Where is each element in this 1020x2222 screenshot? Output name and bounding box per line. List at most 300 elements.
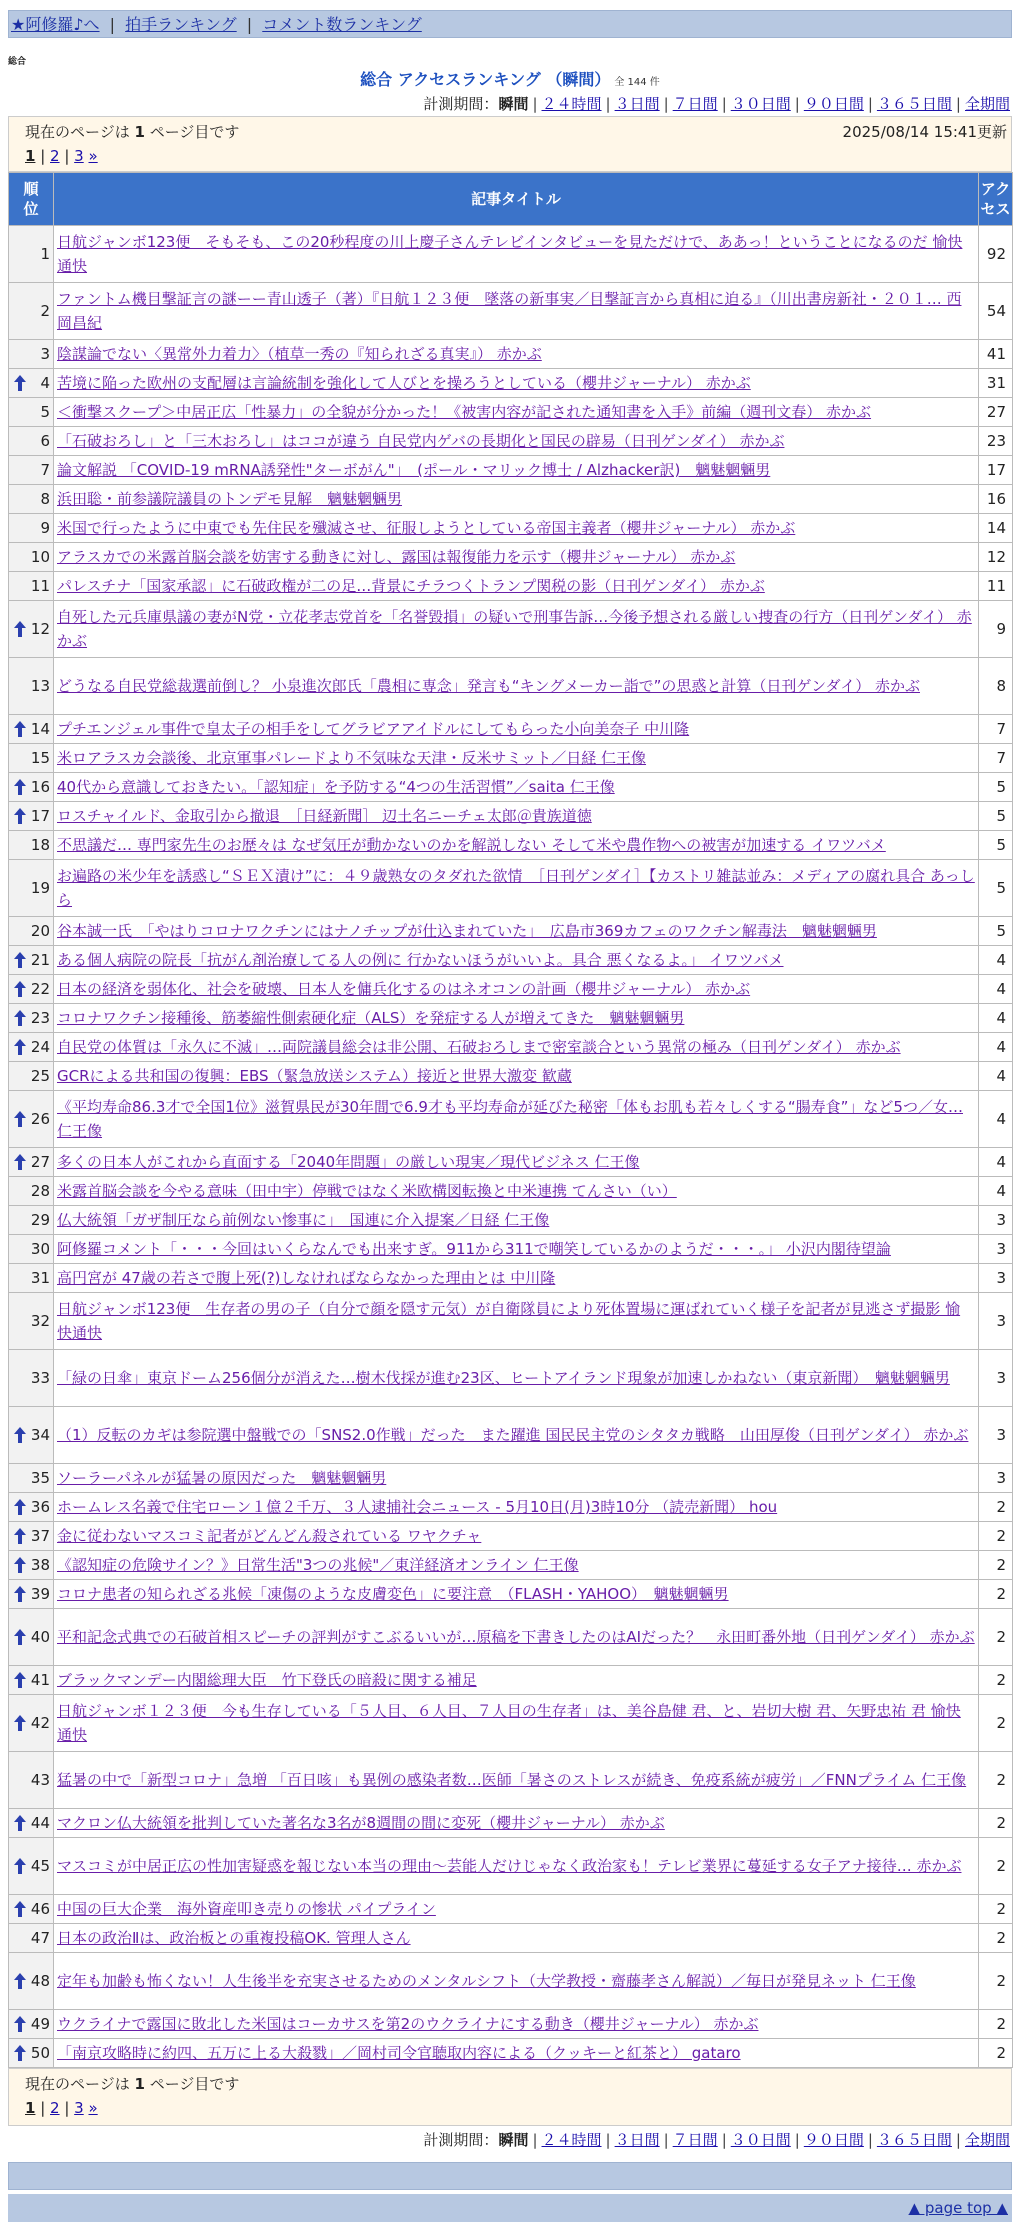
article-link[interactable]: 阿修羅コメント「・・・今回はいくらなんでも出来すぎ。911から311で嘲笑しているかのようだ・・・。」 小沢内閣待望論: [57, 1240, 891, 1258]
title-cell: [54, 601, 979, 658]
rank-cell: [9, 1924, 54, 1953]
article-link[interactable]: 日本の政治Ⅱは、政治板との重複投稿OK. 管理人さん: [57, 1929, 411, 1947]
rank-cell: [9, 1091, 54, 1148]
ranking-row: [9, 1091, 1013, 1148]
access-count: 2: [979, 1895, 1013, 1924]
title-cell: [54, 1293, 979, 1350]
rank-number: 28: [30, 1182, 50, 1200]
rank-number: 3: [40, 345, 50, 363]
rank-cell: [9, 975, 54, 1004]
article-link[interactable]: アラスカでの米露首脳会談を妨害する動きに対し、露国は報復能力を示す（櫻井ジャーナル） 赤かぶ: [57, 548, 736, 566]
title-cell: [54, 1148, 979, 1177]
access-count: 2: [979, 1493, 1013, 1522]
rank-up-arrow-icon: [13, 807, 27, 825]
period-link-2[interactable]: ７日間: [672, 2131, 718, 2149]
rank-number: 21: [30, 951, 50, 969]
article-link[interactable]: （1）反転のカギは参院選中盤戦での「SNS2.0作戦」だった また躍進 国民民主党のシタタカ戦略 山田厚俊（日刊ゲンダイ） 赤かぶ: [57, 1426, 969, 1444]
rank-number: 4: [40, 374, 50, 392]
access-count: 9: [979, 601, 1013, 658]
rank-up-arrow-icon: [13, 720, 27, 738]
title-cell: [54, 427, 979, 456]
title-cell: [54, 860, 979, 917]
period-link-0[interactable]: ２４時間: [541, 2131, 602, 2149]
article-link[interactable]: 定年も加齢も怖くない！人生後半を充実させるためのメンタルシフト（大学教授・齋藤孝さん解説）／毎日が発見ネット 仁王像: [57, 1972, 916, 1990]
article-link[interactable]: 高円宮が 47歳の若さで腹上死(?)しなければならなかった理由とは 中川隆: [57, 1269, 556, 1287]
article-link[interactable]: 《平均寿命86.3才で全国1位》滋賀県民が30年間で6.9才も平均寿命が延びた秘密「体もお肌も若々しくする“腸寿食”」など5つ／女… 仁王像: [57, 1098, 963, 1140]
title-cell: [54, 1695, 979, 1752]
rank-cell: [9, 1293, 54, 1350]
ranking-row: [9, 658, 1013, 715]
rank-up-arrow-icon: [13, 951, 27, 969]
article-link[interactable]: 陰謀論でない〈異常外力着力〉（植草一秀の『知られざる真実』） 赤かぶ: [57, 345, 542, 363]
rank-number: 18: [30, 836, 50, 854]
rank-number: 48: [30, 1972, 50, 1990]
title-cell: [54, 1206, 979, 1235]
rank-up-arrow-icon: [13, 1110, 27, 1128]
page-title-text: 総合 アクセスランキング （瞬間）: [360, 70, 611, 89]
rank-number: 43: [30, 1771, 50, 1789]
rank-number: 15: [30, 749, 50, 767]
rank-up-arrow-icon: [13, 1009, 27, 1027]
rank-up-arrow-icon: [13, 980, 27, 998]
access-count: 4: [979, 1062, 1013, 1091]
access-count: 17: [979, 456, 1013, 485]
access-count: 2: [979, 1924, 1013, 1953]
rank-cell: [9, 514, 54, 543]
period-link-5[interactable]: ３６５日間: [876, 2131, 952, 2149]
rank-cell: [9, 1235, 54, 1264]
title-cell: [54, 917, 979, 946]
rank-up-arrow-icon: [13, 1426, 27, 1444]
article-link[interactable]: 論文解説 「COVID-19 mRNA誘発性"ターボがん"」 (ポール・マリック博士 / Alzhacker訳) 魑魅魍魎男: [57, 461, 771, 479]
pagination-bottom: 1 | 2 | 3 »: [25, 2099, 98, 2117]
next-page-link[interactable]: »: [88, 2099, 98, 2117]
access-count: 3: [979, 1235, 1013, 1264]
ranking-row: [9, 514, 1013, 543]
next-page-link[interactable]: »: [88, 147, 98, 165]
title-cell: [54, 744, 979, 773]
article-link[interactable]: 「石破おろし」と「三木おろし」はココが違う 自民党内ゲバの長期化と国民の辟易（日刊ゲンダイ） 赤かぶ: [57, 432, 785, 450]
access-count: 3: [979, 1264, 1013, 1293]
article-link[interactable]: 「南京攻略時に約四、五万に上る大殺戮」／岡村司令官聴取内容による（クッキーと紅茶と） gataro: [57, 2044, 741, 2062]
access-count: 3: [979, 1464, 1013, 1493]
rank-cell: [9, 601, 54, 658]
period-link-6[interactable]: 全期間: [964, 2131, 1010, 2149]
article-link[interactable]: ソーラーパネルが猛暑の原因だった 魑魅魍魎男: [57, 1469, 387, 1487]
rank-cell: [9, 1895, 54, 1924]
ranking-row: [9, 860, 1013, 917]
page-link-3[interactable]: 3: [74, 147, 84, 165]
access-count: 5: [979, 773, 1013, 802]
rank-cell: [9, 1522, 54, 1551]
article-link[interactable]: 「緑の日傘」東京ドーム256個分が消えた…樹木伐採が進む23区、ヒートアイランド現象が加速しかねない（東京新聞） 魑魅魍魎男: [57, 1369, 950, 1387]
rank-cell: [9, 1551, 54, 1580]
title-cell: [54, 1609, 979, 1666]
rank-number: 49: [30, 2015, 50, 2033]
rank-cell: [9, 1148, 54, 1177]
article-link[interactable]: 米国で行ったように中東でも先住民を殲滅させ、征服しようとしている帝国主義者（櫻井ジャーナル） 赤かぶ: [57, 519, 796, 537]
rank-number: 10: [30, 548, 50, 566]
title-cell: [54, 658, 979, 715]
rank-number: 45: [30, 1857, 50, 1875]
rank-cell: [9, 1407, 54, 1464]
access-count: 31: [979, 369, 1013, 398]
rank-number: 17: [30, 807, 50, 825]
rank-up-arrow-icon: [13, 2015, 27, 2033]
title-cell: [54, 514, 979, 543]
period-link-1[interactable]: ３日間: [614, 95, 660, 113]
rank-number: 31: [30, 1269, 50, 1287]
access-count: 2: [979, 1838, 1013, 1895]
title-cell: [54, 2039, 979, 2068]
access-count: 4: [979, 1091, 1013, 1148]
rank-cell: [9, 340, 54, 369]
article-link[interactable]: 不思議だ… 専門家先生のお歴々は なぜ気圧が動かないのかを解説しない そして米や農作物への被害が加速する イワツバメ: [57, 836, 886, 854]
rank-up-arrow-icon: [13, 620, 27, 638]
ranking-row: [9, 1809, 1013, 1838]
rank-number: 2: [40, 302, 50, 320]
article-link[interactable]: ウクライナで露国に敗北した米国はコーカサスを第2のウクライナにする動き（櫻井ジャーナル） 赤かぶ: [57, 2015, 759, 2033]
page-current: 1: [25, 147, 36, 165]
ranking-row: [9, 1895, 1013, 1924]
access-count: 4: [979, 1177, 1013, 1206]
access-count: 4: [979, 946, 1013, 975]
article-link[interactable]: 《認知症の危険サイン？》日常生活"3つの兆候"／東洋経済オンライン 仁王像: [57, 1556, 579, 1574]
page-indicator: 現在のページは 1 ページ目です: [25, 123, 240, 141]
rank-cell: [9, 398, 54, 427]
ranking-row: [9, 456, 1013, 485]
article-link[interactable]: どうなる自民党総裁選前倒し？ 小泉進次郎氏「農相に専念」発言も“キングメーカー詣で”の思惑と計算（日刊ゲンダイ） 赤かぶ: [57, 677, 920, 695]
article-link[interactable]: 中国の巨大企業 海外資産叩き売りの惨状 パイプライン: [57, 1900, 436, 1918]
ranking-row: [9, 1407, 1013, 1464]
article-link[interactable]: 浜田聡・前参議院議員のトンデモ見解 魑魅魍魎男: [57, 490, 403, 508]
article-link[interactable]: 日航ジャンボ123便 生存者の男の子（自分で顔を隠す元気）が自衛隊員により死体置場に運ばれていく様子を記者が見逃さず撮影 愉快通快: [57, 1300, 961, 1342]
rank-cell: [9, 1264, 54, 1293]
article-link[interactable]: 日航ジャンボ１２３便 今も生存している「５人目、６人目、７人目の生存者」は、美谷島健 君、と、岩切大樹 君、矢野忠祐 君 愉快通快: [57, 1702, 961, 1744]
article-link[interactable]: 米ロアラスカ会談後、北京軍事パレードより不気味な天津・反米サミット／日経 仁王像: [57, 749, 647, 767]
period-link-3[interactable]: ３０日間: [730, 95, 791, 113]
title-cell: [54, 1177, 979, 1206]
article-link[interactable]: 多くの日本人がこれから直面する「2040年問題」の厳しい現実／現代ビジネス 仁王像: [57, 1153, 640, 1171]
title-cell: [54, 1004, 979, 1033]
rank-up-arrow-icon: [13, 1714, 27, 1732]
access-count: 2: [979, 1666, 1013, 1695]
article-link[interactable]: 平和記念式典での石破首相スピーチの評判がすこぶるいいが…原稿を下書きしたのはAIだった？ 永田町番外地（日刊ゲンダイ） 赤かぶ: [57, 1628, 975, 1646]
page-top-bar: [8, 2194, 1012, 2222]
rank-cell: [9, 1666, 54, 1695]
ranking-table: [8, 172, 1013, 2068]
title-cell: [54, 975, 979, 1004]
article-link[interactable]: パレスチナ「国家承認」に石破政権が二の足…背景にチラつくトランプ関税の影（日刊ゲンダイ） 赤かぶ: [57, 577, 765, 595]
rank-cell: [9, 1004, 54, 1033]
access-count: 3: [979, 1206, 1013, 1235]
ranking-row: [9, 917, 1013, 946]
ranking-row: [9, 1206, 1013, 1235]
rank-up-arrow-icon: [13, 2044, 27, 2062]
ranking-row: [9, 1695, 1013, 1752]
rank-number: 44: [30, 1814, 50, 1832]
home-link[interactable]: ★阿修羅♪へ: [11, 15, 100, 34]
rank-cell: [9, 1838, 54, 1895]
access-count: 5: [979, 802, 1013, 831]
rank-cell: [9, 1033, 54, 1062]
access-count: 14: [979, 514, 1013, 543]
rank-number: 8: [40, 490, 50, 508]
ranking-row: [9, 1924, 1013, 1953]
bottom-bar: [8, 2162, 1012, 2190]
rank-cell: [9, 1206, 54, 1235]
article-link[interactable]: 金に従わないマスコミ記者がどんどん殺されている ワヤクチャ: [57, 1527, 482, 1545]
ranking-row: [9, 802, 1013, 831]
title-cell: [54, 946, 979, 975]
rank-number: 13: [30, 677, 50, 695]
access-count: 27: [979, 398, 1013, 427]
page-title: [8, 68, 1012, 92]
article-link[interactable]: 仏大統領「ガザ制圧なら前例ない惨事に」 国連に介入提案／日経 仁王像: [57, 1211, 550, 1229]
ranking-row: [9, 572, 1013, 601]
period-selector-top: 計測期間：瞬間 | ２４時間 | ３日間 | ７日間 | ３０日間 | ９０日間 | ３６５日間 | 全期間: [423, 95, 1010, 113]
rank-up-arrow-icon: [13, 1498, 27, 1516]
rank-number: 14: [30, 720, 50, 738]
article-link[interactable]: ロスチャイルド、金取引から撤退 ［日経新聞］ 辺土名ニーチェ太郎＠貴族道徳: [57, 807, 592, 825]
access-count: 8: [979, 658, 1013, 715]
article-link[interactable]: マクロン仏大統領を批判していた著名な3名が8週間の間に変死（櫻井ジャーナル） 赤かぶ: [57, 1814, 665, 1832]
rank-cell: [9, 427, 54, 456]
page-link-2[interactable]: 2: [50, 147, 60, 165]
ranking-row: [9, 340, 1013, 369]
title-cell: [54, 283, 979, 340]
rank-up-arrow-icon: [13, 1527, 27, 1545]
rank-number: 42: [30, 1714, 50, 1732]
rank-up-arrow-icon: [13, 1857, 27, 1875]
rank-cell: [9, 831, 54, 860]
rank-up-arrow-icon: [13, 1900, 27, 1918]
title-cell: [54, 1924, 979, 1953]
access-count: 11: [979, 572, 1013, 601]
title-cell: [54, 543, 979, 572]
access-count: 2: [979, 1752, 1013, 1809]
title-cell: [54, 773, 979, 802]
article-link[interactable]: GCRによる共和国の復興：EBS（緊急放送システム）接近と世界大激変 歓蔵: [57, 1067, 572, 1085]
rank-cell: [9, 283, 54, 340]
article-link[interactable]: ブラックマンデー内閣総理大臣 竹下登氏の暗殺に関する補足: [57, 1671, 477, 1689]
access-count: 4: [979, 1004, 1013, 1033]
rank-up-arrow-icon: [13, 1814, 27, 1832]
rank-cell: [9, 658, 54, 715]
title-cell: [54, 1522, 979, 1551]
access-count: 4: [979, 1033, 1013, 1062]
title-cell: [54, 1895, 979, 1924]
rank-cell: [9, 1350, 54, 1407]
rank-number: 24: [30, 1038, 50, 1056]
rank-up-arrow-icon: [13, 1628, 27, 1646]
ranking-row: [9, 1838, 1013, 1895]
rank-number: 30: [30, 1240, 50, 1258]
article-link[interactable]: ファントム機目撃証言の謎ーー青山透子（著）『日航１２３便 墜落の新事実／目撃証言から真相に迫る』（川出書房新社・２０１… 西岡昌紀: [57, 290, 962, 332]
rank-number: 1: [40, 245, 50, 263]
ranking-row: [9, 1551, 1013, 1580]
page-link-3[interactable]: 3: [74, 2099, 84, 2117]
title-cell: [54, 802, 979, 831]
rank-cell: [9, 1809, 54, 1838]
article-link[interactable]: 自民党の体質は「永久に不滅」…両院議員総会は非公開、石破おろしまで密室談合という異常の極み（日刊ゲンダイ） 赤かぶ: [57, 1038, 901, 1056]
ranking-row: [9, 1666, 1013, 1695]
rank-number: 40: [30, 1628, 50, 1646]
article-link[interactable]: コロナ患者の知られざる兆候「凍傷のような皮膚変色」に要注意 （FLASH・YAHOO） 魑魅魍魎男: [57, 1585, 729, 1603]
rank-cell: [9, 1177, 54, 1206]
access-count: 12: [979, 543, 1013, 572]
title-cell: [54, 1062, 979, 1091]
access-count: 5: [979, 831, 1013, 860]
article-link[interactable]: プチエンジェル事件で皇太子の相手をしてグラビアアイドルにしてもらった小向美奈子 中川隆: [57, 720, 690, 738]
ranking-row: [9, 1522, 1013, 1551]
rank-up-arrow-icon: [13, 1556, 27, 1574]
access-count: 41: [979, 340, 1013, 369]
title-column-header: 記事タイトル: [54, 173, 979, 226]
rank-number: 39: [30, 1585, 50, 1603]
rank-number: 50: [30, 2044, 50, 2062]
article-link[interactable]: 40代から意識しておきたい。「認知症」を予防する“4つの生活習慣”／saita 仁王像: [57, 778, 615, 796]
access-count: 3: [979, 1293, 1013, 1350]
article-link[interactable]: 日航ジャンボ123便 そもそも、この20秒程度の川上慶子さんテレビインタビューを見ただけで、ああっ！ということになるのだ 愉快通快: [57, 233, 963, 275]
ranking-row: [9, 1350, 1013, 1407]
rank-number: 47: [30, 1929, 50, 1947]
period-link-1[interactable]: ３日間: [614, 2131, 660, 2149]
ranking-row: [9, 1235, 1013, 1264]
access-count: 3: [979, 1407, 1013, 1464]
access-count: 4: [979, 1148, 1013, 1177]
article-link[interactable]: 自死した元兵庫県議の妻がN党・立花孝志党首を「名誉毀損」の疑いで刑事告訴…今後予想される厳しい捜査の行方（日刊ゲンダイ） 赤かぶ: [57, 608, 972, 650]
rank-cell: [9, 860, 54, 917]
rank-cell: [9, 456, 54, 485]
access-count: 7: [979, 715, 1013, 744]
rank-number: 34: [30, 1426, 50, 1444]
ranking-row: [9, 283, 1013, 340]
period-link-4[interactable]: ９０日間: [803, 95, 864, 113]
rank-cell: [9, 543, 54, 572]
rank-cell: [9, 226, 54, 283]
ranking-row: [9, 601, 1013, 658]
title-cell: [54, 1235, 979, 1264]
ranking-row: [9, 1609, 1013, 1666]
rank-cell: [9, 2039, 54, 2068]
ranking-row: [9, 1148, 1013, 1177]
title-cell: [54, 398, 979, 427]
article-link[interactable]: マスコミが中居正広の性加害疑惑を報じない本当の理由～芸能人だけじゃなく政治家も！テレビ業界に蔓延する女子アナ接待… 赤かぶ: [57, 1857, 962, 1875]
rank-number: 5: [40, 403, 50, 421]
title-cell: [54, 1666, 979, 1695]
period-link-4[interactable]: ９０日間: [803, 2131, 864, 2149]
period-link-3[interactable]: ３０日間: [730, 2131, 791, 2149]
access-count: 16: [979, 485, 1013, 514]
ranking-row: [9, 1177, 1013, 1206]
ranking-row: [9, 1062, 1013, 1091]
article-link[interactable]: ホームレス名義で住宅ローン１億２千万、３人逮捕社会ニュース - 5月10日(月)3時10分 （読売新聞） hou: [57, 1498, 778, 1516]
updated-timestamp: 2025/08/14 15:41更新: [842, 123, 1007, 141]
title-cell: [54, 1464, 979, 1493]
rank-number: 7: [40, 461, 50, 479]
period-link-5[interactable]: ３６５日間: [876, 95, 952, 113]
rank-cell: [9, 572, 54, 601]
page-link-2[interactable]: 2: [50, 2099, 60, 2117]
rank-number: 26: [30, 1110, 50, 1128]
rank-number: 46: [30, 1900, 50, 1918]
access-count: 5: [979, 917, 1013, 946]
item-count: 全 144 件: [614, 77, 660, 88]
title-cell: [54, 831, 979, 860]
article-link[interactable]: ＜衝撃スクープ＞中居正広「性暴力」の全貌が分かった！《被害内容が記された通知書を入手》前編（週刊文春） 赤かぶ: [57, 403, 872, 421]
ranking-row: [9, 543, 1013, 572]
current-page-number: 1: [134, 123, 145, 141]
article-link[interactable]: お遍路の米少年を誘惑し“ＳＥＸ漬け”に：４９歳熟女のタダれた欲情 ［日刊ゲンダイ］【カストリ雑誌並み：メディアの腐れ具合 あっしら: [57, 867, 975, 909]
ranking-row: [9, 398, 1013, 427]
ranking-row: [9, 946, 1013, 975]
page-indicator-bottom: 現在のページは 1 ページ目です: [25, 2075, 240, 2093]
article-link[interactable]: 苦境に陥った欧州の支配層は言論統制を強化して人びとを操ろうとしている（櫻井ジャーナル） 赤かぶ: [57, 374, 751, 392]
access-count: 5: [979, 860, 1013, 917]
access-count: 7: [979, 744, 1013, 773]
access-count: 2: [979, 1609, 1013, 1666]
ranking-row: [9, 744, 1013, 773]
period-link-2[interactable]: ７日間: [672, 95, 718, 113]
title-cell: [54, 1953, 979, 2010]
rank-cell: [9, 1580, 54, 1609]
ranking-row: [9, 1493, 1013, 1522]
rank-cell: [9, 369, 54, 398]
comment-ranking-link[interactable]: コメント数ランキング: [262, 15, 422, 34]
page-top-link[interactable]: ▲ page top ▲: [908, 2199, 1008, 2217]
rank-up-arrow-icon: [13, 1038, 27, 1056]
access-column-header: アクセス: [979, 173, 1013, 226]
rank-number: 19: [30, 879, 50, 897]
access-count: 2: [979, 1695, 1013, 1752]
article-link[interactable]: コロナワクチン接種後、筋萎縮性側索硬化症（ALS）を発症する人が増えてきた 魑魅魍魎男: [57, 1009, 685, 1027]
title-cell: [54, 1264, 979, 1293]
ranking-row: [9, 1953, 1013, 2010]
article-link[interactable]: 米露首脳会談を今やる意味（田中宇）停戦ではなく米欧構図転換と中米連携 てんさい（い）: [57, 1182, 677, 1200]
period-link-6[interactable]: 全期間: [964, 95, 1010, 113]
access-count: 2: [979, 1551, 1013, 1580]
article-link[interactable]: ある個人病院の院長「抗がん剤治療してる人の例に 行かないほうがいいよ。具合 悪くなるよ。」 イワツバメ: [57, 951, 784, 969]
ranking-row: [9, 1033, 1013, 1062]
access-count: 23: [979, 427, 1013, 456]
rank-cell: [9, 773, 54, 802]
rank-number: 32: [30, 1312, 50, 1330]
rank-number: 11: [30, 577, 50, 595]
ranking-row: [9, 369, 1013, 398]
article-link[interactable]: 谷本誠一氏 「やはりコロナワクチンにはナノチップが仕込まれていた」 広島市369カフェのワクチン解毒法 魑魅魍魎男: [57, 922, 877, 940]
rank-number: 27: [30, 1153, 50, 1171]
page-info-box: [8, 116, 1012, 172]
access-count: 2: [979, 1580, 1013, 1609]
rank-number: 38: [30, 1556, 50, 1574]
article-link[interactable]: 日本の経済を弱体化、社会を破壊、日本人を傭兵化するのはネオコンの計画（櫻井ジャーナル） 赤かぶ: [57, 980, 751, 998]
rank-number: 16: [30, 778, 50, 796]
period-current: 瞬間: [498, 2131, 529, 2149]
rank-cell: [9, 1953, 54, 2010]
period-link-0[interactable]: ２４時間: [541, 95, 602, 113]
applause-ranking-link[interactable]: 拍手ランキング: [125, 15, 237, 34]
rank-number: 37: [30, 1527, 50, 1545]
title-cell: [54, 1752, 979, 1809]
rank-cell: [9, 946, 54, 975]
rank-cell: [9, 802, 54, 831]
ranking-row: [9, 427, 1013, 456]
ranking-row: [9, 1464, 1013, 1493]
rank-cell: [9, 2010, 54, 2039]
article-link[interactable]: 猛暑の中で「新型コロナ」急増 「百日咳」も異例の感染者数…医師「暑さのストレスが続き、免疫系統が疲労」／FNNプライム 仁王像: [57, 1771, 967, 1789]
title-cell: [54, 1091, 979, 1148]
